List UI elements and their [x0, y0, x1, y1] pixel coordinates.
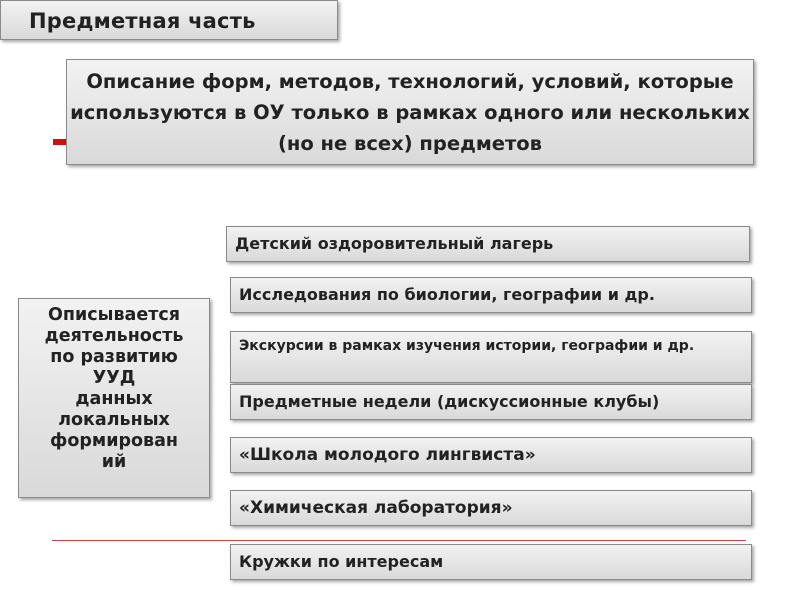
item-camp: Детский оздоровительный лагерь: [226, 226, 750, 262]
activity-line: деятельность: [44, 326, 184, 346]
red-marker: [53, 139, 66, 145]
activity-box: [18, 298, 210, 498]
item-clubs: Кружки по интересам: [230, 544, 752, 580]
item-chemistry-lab: «Химическая лаборатория»: [230, 490, 752, 526]
item-research: Исследования по биологии, географии и др.: [230, 277, 752, 313]
activity-line: локальных: [58, 410, 170, 430]
slide-title: Предметная часть: [0, 0, 338, 40]
red-divider-line: [52, 540, 746, 541]
activity-line: формирован: [49, 431, 178, 451]
item-linguist-school: «Школа молодого лингвиста»: [230, 437, 752, 473]
item-subject-weeks: Предметные недели (дискуссионные клубы): [230, 384, 752, 420]
activity-line: УУД: [92, 368, 136, 388]
activity-line: по развитию: [50, 347, 178, 367]
activity-line: Описывается: [48, 305, 180, 325]
description-box: Описание форм, методов, технологий, условий, которые используются в ОУ только в рамках одного или нескольких (но не всех) предметов: [66, 59, 754, 165]
activity-line: ий: [101, 452, 127, 472]
activity-line: данных: [75, 389, 153, 409]
item-excursions: Экскурсии в рамках изучения истории, географии и др.: [230, 331, 752, 383]
